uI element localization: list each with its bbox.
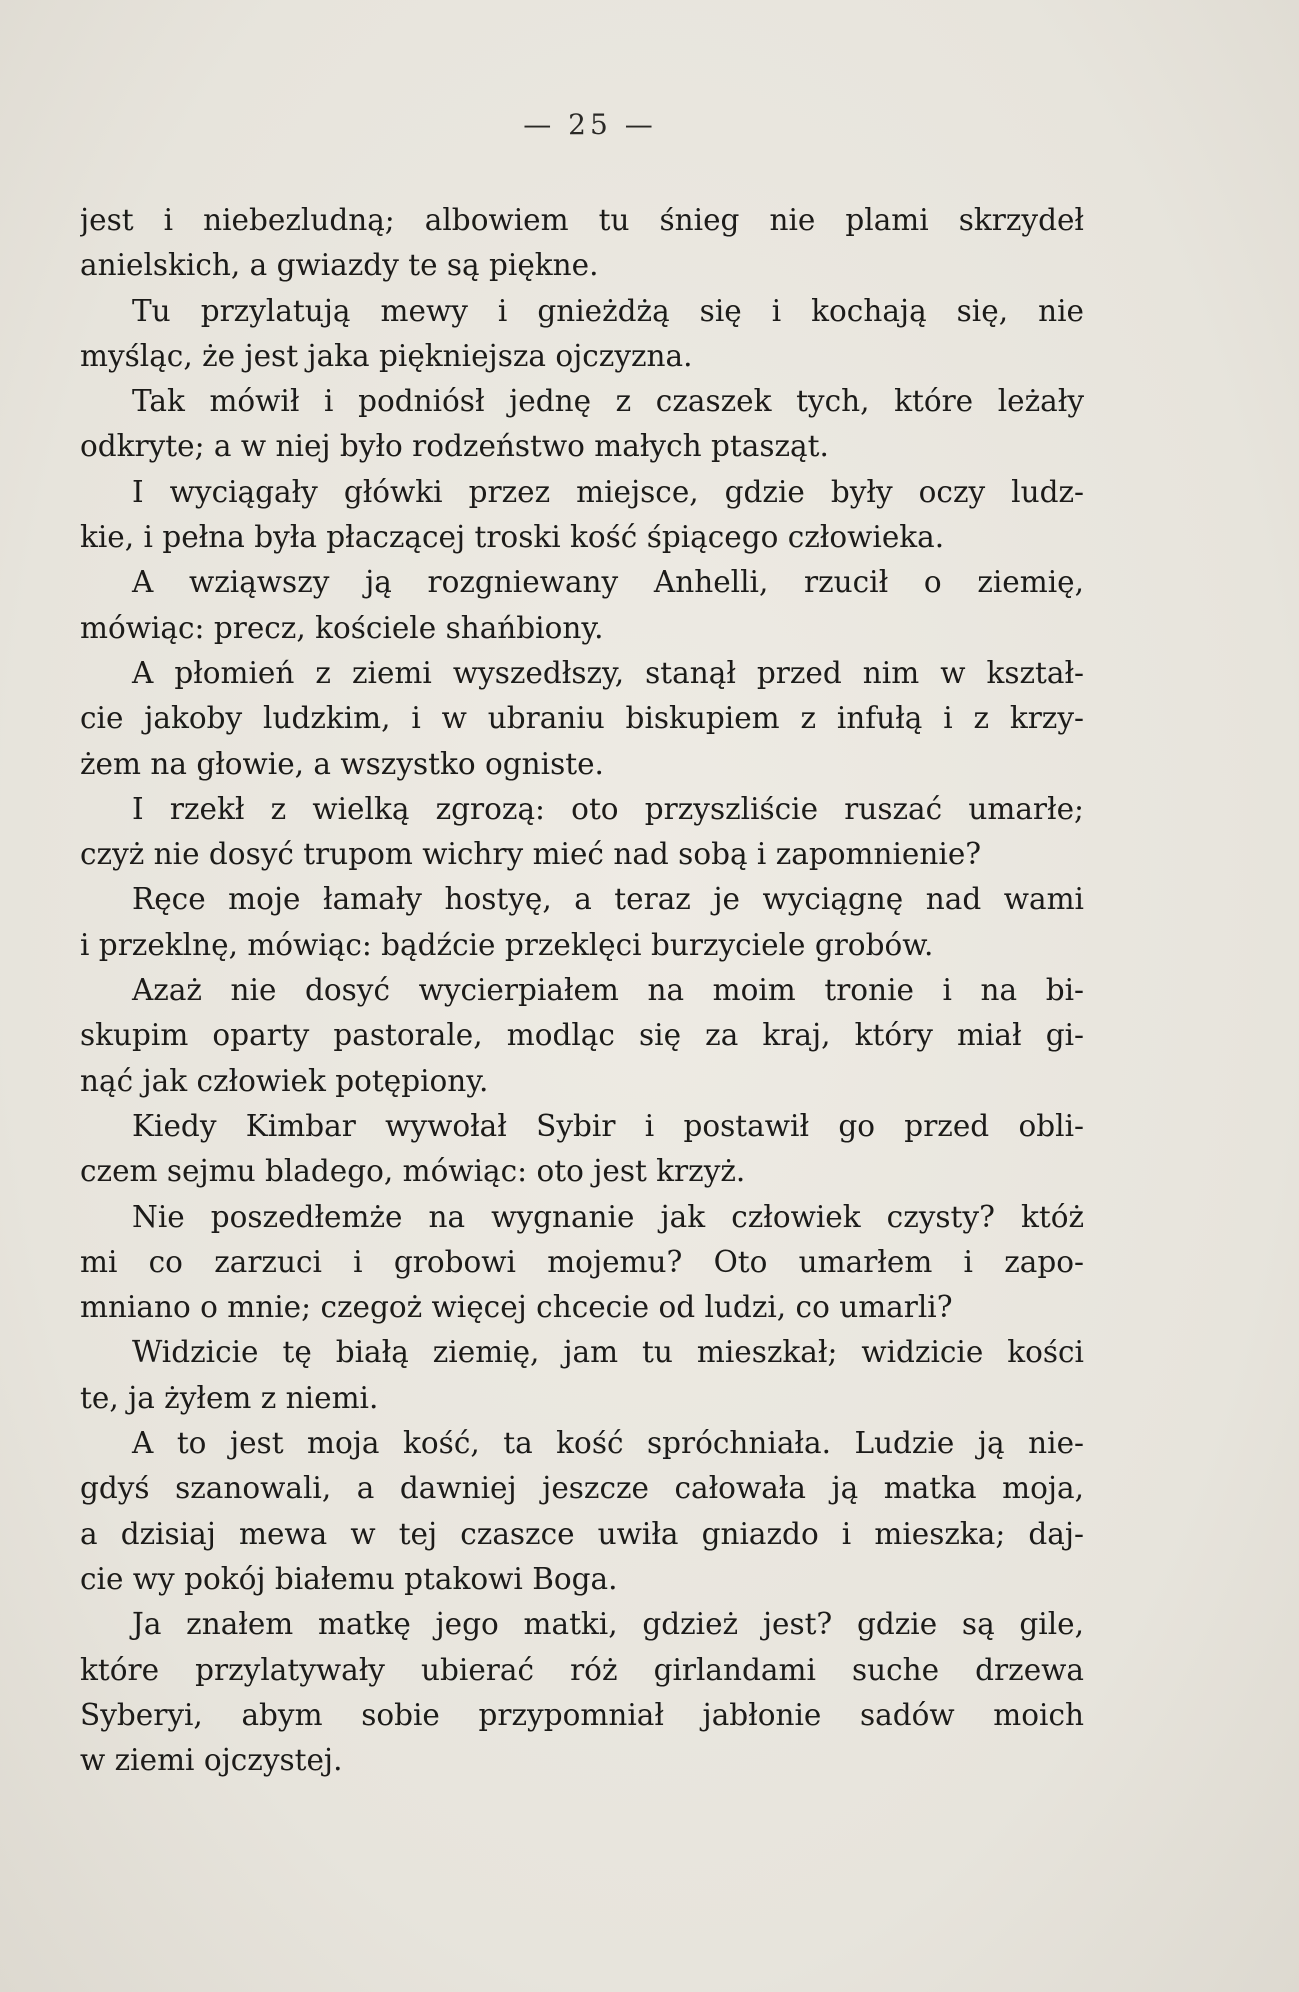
text-line: a dzisiaj mewa w tej czaszce uwiła gniazdo i mieszka; daj- — [80, 1516, 1084, 1551]
text-line: A to jest moja kość, ta kość spróchniała. Ludzie ją nie- — [132, 1426, 1084, 1461]
text-line: mówiąc: precz, kościele shańbiony. — [80, 610, 604, 645]
text-line: Nie poszedłemże na wygnanie jak człowiek czysty? któż — [132, 1199, 1084, 1234]
text-line: i przeklnę, mówiąc: bądźcie przeklęci burzyciele grobów. — [80, 927, 934, 962]
text-line: Syberyi, abym sobie przypomniał jabłonie sadów moich — [80, 1697, 1084, 1732]
text-line: te, ja żyłem z niemi. — [80, 1380, 379, 1415]
text-line: czem sejmu bladego, mówiąc: oto jest krzyż. — [80, 1154, 746, 1189]
text-line: Ja znałem matkę jego matki, gdzież jest? gdzie są gile, — [132, 1607, 1084, 1642]
text-line: cie jakoby ludzkim, i w ubraniu biskupiem z infułą i z krzy- — [80, 701, 1084, 736]
text-line: mniano o mnie; czegoż więcej chcecie od ludzi, co umarli? — [80, 1290, 953, 1325]
text-line: w ziemi ojczystej. — [80, 1743, 343, 1778]
text-line: Azaż nie dosyć wycierpiałem na moim tronie i na bi- — [132, 973, 1084, 1008]
page-number: — 25 — — [523, 108, 657, 141]
text-line: Ręce moje łamały hostyę, a teraz je wyciągnę nad wami — [132, 882, 1084, 917]
text-line: I wyciągały główki przez miejsce, gdzie były oczy ludz- — [132, 474, 1084, 509]
body-text — [80, 198, 1084, 1783]
text-line: cie wy pokój białemu ptakowi Boga. — [80, 1561, 618, 1596]
text-line: Tu przylatują mewy i gnieżdżą się i kochają się, nie — [132, 293, 1084, 328]
text-line: jest i niebezludną; albowiem tu śnieg nie plami skrzydeł — [80, 203, 1084, 237]
text-line: Tak mówił i podniósł jednę z czaszek tych, które leżały — [132, 384, 1084, 419]
text-line: A wziąwszy ją rozgniewany Anhelli, rzucił o ziemię, — [132, 565, 1084, 600]
text-line: żem na głowie, a wszystko ogniste. — [80, 746, 604, 781]
text-line: kie, i pełna była płaczącej troski kość śpiącego człowieka. — [80, 520, 945, 555]
text-line: myśląc, że jest jaka piękniejsza ojczyzna. — [80, 338, 693, 373]
text-line: czyż nie dosyć trupom wichry mieć nad sobą i zapomnienie? — [80, 837, 982, 872]
text-line: anielskich, a gwiazdy te są piękne. — [80, 248, 599, 283]
text-line: Widzicie tę białą ziemię, jam tu mieszkał; widzicie kości — [132, 1335, 1084, 1370]
text-line: skupim oparty pastorale, modląc się za kraj, który miał gi- — [80, 1018, 1084, 1053]
text-line: I rzekł z wielką zgrozą: oto przyszliście ruszać umarłe; — [132, 791, 1084, 826]
text-line: gdyś szanowali, a dawniej jeszcze całowała ją matka moja, — [80, 1471, 1084, 1506]
text-line: mi co zarzuci i grobowi mojemu? Oto umarłem i zapo- — [80, 1244, 1084, 1279]
text-line: które przylatywały ubierać róż girlandami suche drzewa — [80, 1652, 1084, 1687]
text-line: A płomień z ziemi wyszedłszy, stanął przed nim w kształ- — [132, 655, 1084, 690]
text-line: nąć jak człowiek potępiony. — [80, 1063, 489, 1098]
text-line: odkryte; a w niej było rodzeństwo małych ptasząt. — [80, 429, 829, 464]
text-line: Kiedy Kimbar wywołał Sybir i postawił go przed obli- — [132, 1108, 1084, 1143]
